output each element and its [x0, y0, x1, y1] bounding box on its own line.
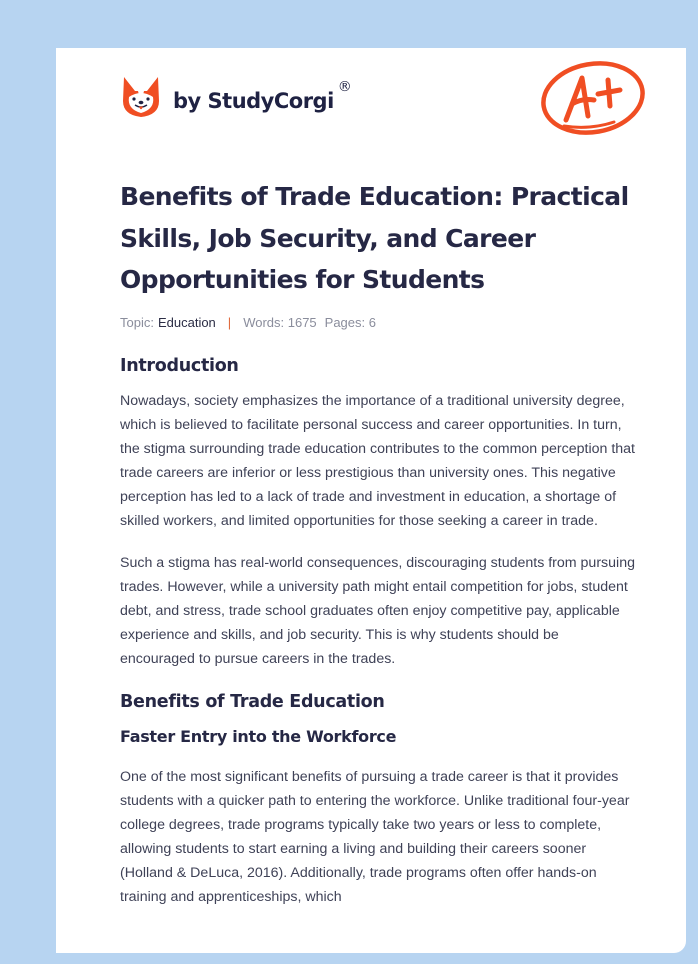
- paragraph: Such a stigma has real-world consequences, discouraging students from pursuing trades. However, while a university path might entail competition for jobs, student debt, and stress, trade school graduates often enjoy competitive pay, applicable experience and skills, and job security. This is why students should be encouraged to pursue careers in the trades.: [120, 554, 635, 667]
- subsection-heading-faster-entry: Faster Entry into the Workforce: [120, 726, 397, 746]
- topic-link[interactable]: Education: [157, 314, 216, 330]
- article-meta: [120, 315, 635, 330]
- meta-separator: |: [227, 314, 232, 330]
- section-heading-benefits: Benefits of Trade Education: [120, 691, 385, 712]
- logo-text: by StudyCorgi: [173, 89, 334, 113]
- studycorgi-logo[interactable]: [121, 75, 352, 119]
- corgi-icon: [121, 75, 161, 119]
- page-title: Benefits of Trade Education: Practical Skills, Job Security, and Career Opportunities for Students: [120, 182, 629, 294]
- registered-mark: ®: [337, 79, 352, 95]
- word-count: Words: 1675: [243, 314, 317, 330]
- header: [56, 48, 686, 148]
- page-count: Pages: 6: [324, 314, 376, 330]
- topic-label: Topic:: [120, 314, 154, 330]
- a-plus-grade-icon: [538, 58, 648, 138]
- article-content: [120, 176, 635, 909]
- paragraph: One of the most significant benefits of pursuing a trade career is that it provides students with a quicker path to entering the workforce. Unlike traditional four-year college degrees, trade programs typically take two years or less to complete, allowing students to start earning a living and building their careers sooner (Holland & DeLuca, 2016). Additionally, trade programs often offer hands-on training and apprenticeships, which: [120, 768, 630, 905]
- document-card: [56, 48, 686, 953]
- section-heading-introduction: Introduction: [120, 355, 239, 376]
- paragraph: Nowadays, society emphasizes the importance of a traditional university degree, which is believed to facilitate personal success and career opportunities. In turn, the stigma surrounding trade education contributes to the common perception that trade careers are inferior or less prestigious than university ones. This negative perception has led to a lack of trade and investment in education, a shortage of skilled workers, and limited opportunities for those seeking a career in trade.: [120, 392, 635, 529]
